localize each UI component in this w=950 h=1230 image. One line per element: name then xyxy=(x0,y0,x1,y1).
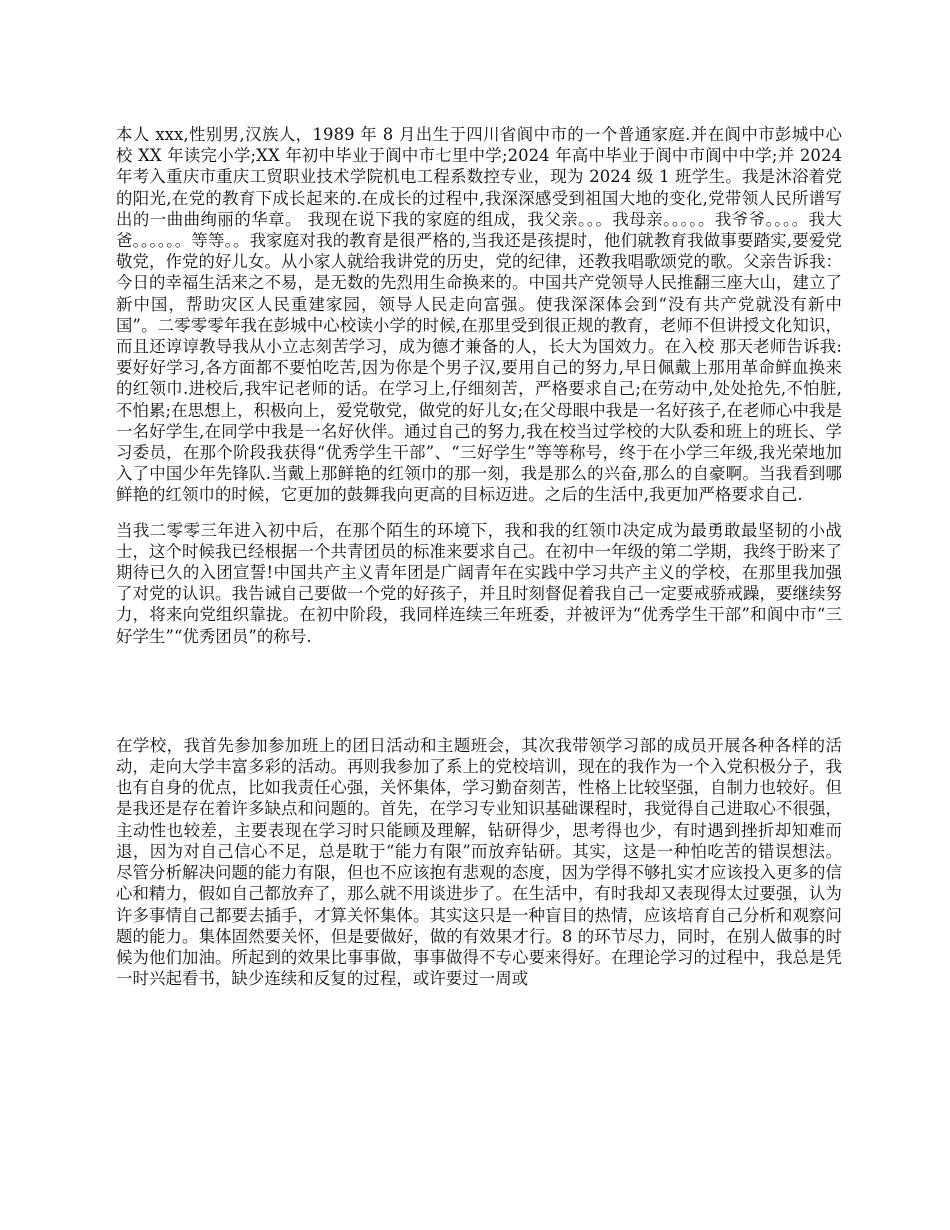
paragraph-middle-school: 当我二零零三年进入初中后，在那个陌生的环境下，我和我的红领巾决定成为最勇敢最坚韧的小战士，这个时候我已经根据一个共青团员的标准来要求自己。在初中一年级的第二学期，我终于盼来了期待已久的入团宣誓!中国共产主义青年团是广阔青年在实践中学习共产主义的学校，在那里我加强了对党的认识。我告诫自己要做一个党的好孩子，并且时刻督促着我自己一定要戒骄戒躁，要继续努力，将来向党组织靠拢。在初中阶段，我同样连续三年班委，并被评为“优秀学生干部”和阆中市“三好学生”“优秀团员”的称号. xyxy=(116,520,842,646)
paragraph-family-background: 本人 xxx,性别男,汉族人，1989 年 8 月出生于四川省阆中市的一个普通家庭.并在阆中市彭城中心校 XX 年读完小学;XX 年初中毕业于阆中市七里中学;2024 年高中毕业于阆中市阆中中学;并 2024 年考入重庆市重庆工贸职业技术学院机电工程系数控专业，现为 2024 级 1 班学生。我是沐浴着党的阳光,在党的教育下成长起来的.在成长的过程中,我深深感受到祖国大地的变化,党带领人民所谱写出的一曲曲绚丽的华章。 我现在说下我的家庭的组成，我父亲。。。我母亲。。。。。我爷爷。。。。我大爸。。。。。。等等。。我家庭对我的教育是很严格的,当我还是孩提时，他们就教育我做事要踏实,要爱党敬党，作党的好儿女。从小家人就给我讲党的历史，党的纪律，还教我唱歌颂党的歌。父亲告诉我：今日的幸福生活来之不易，是无数的先烈用生命换来的。中国共产党领导人民推翻三座大山，建立了新中国，帮助灾区人民重建家园，领导人民走向富强。使我深深体会到“没有共产党就没有新中国”。二零零零年我在彭城中心校读小学的时候,在那里受到很正规的教育，老师不但讲授文化知识，而且还谆谆教导我从小立志刻苦学习，成为德才兼备的人，长大为国效力。在入校 那天老师告诉我:要好好学习,各方面都不要怕吃苦,因为你是个男子汉,要用自己的努力,早日佩戴上那用革命鲜血换来的红领巾.进校后,我牢记老师的话。在学习上,仔细刻苦，严格要求自己;在劳动中,处处抢先,不怕脏,不怕累;在思想上，积极向上，爱党敬党，做党的好儿女;在父母眼中我是一名好孩子,在老师心中我是一名好学生,在同学中我是一名好伙伴。通过自己的努力,我在校当过学校的大队委和班上的班长、学习委员，在那个阶段我获得“优秀学生干部”、“三好学生”等等称号，终于在小学三年级,我光荣地加入了中国少年先锋队.当戴上那鲜艳的红领巾的那一刻，我是那么的兴奋,那么的自豪啊。当我看到哪鲜艳的红领巾的时候，它更加的鼓舞我向更高的目标迈进。之后的生活中,我更加严格要求自己. xyxy=(116,125,842,505)
document-page xyxy=(116,124,842,989)
paragraph-university: 在学校，我首先参加参加班上的团日活动和主题班会，其次我带领学习部的成员开展各种各样的活动，走向大学丰富多彩的活动。再则我参加了系上的党校培训，现在的我作为一个入党积极分子，我也有自身的优点，比如我责任心强，关怀集体，学习勤奋刻苦，性格上比较坚强，自制力也较好。但是我还是存在着许多缺点和问题的。首先，在学习专业知识基础课程时，我觉得自己进取心不很强，主动性也较差，主要表现在学习时只能顾及理解，钻研得少，思考得也少，有时遇到挫折却知难而退，因为对自己信心不足，总是耽于“能力有限”而放弃钻研。其实，这是一种怕吃苦的错误想法。尽管分析解决问题的能力有限，但也不应该抱有悲观的态度，因为学得不够扎实才应该投入更多的信心和精力，假如自己都放弃了，那么就不用谈进步了。在生活中，有时我却又表现得太过要强，认为许多事情自己都要去插手，才算关怀集体。其实这只是一种盲目的热情，应该培育自己分析和观察问题的能力。集体固然要关怀，但是要做好，做的有效果才行。8 的环节尽力，同时，在别人做事的时候为他们加油。所起到的效果比事事做，事事做得不专心要来得好。在理论学习的过程中，我总是凭一时兴起看书，缺少连续和反复的过程，或许要过一周或 xyxy=(116,735,842,989)
page-gap xyxy=(116,647,842,735)
